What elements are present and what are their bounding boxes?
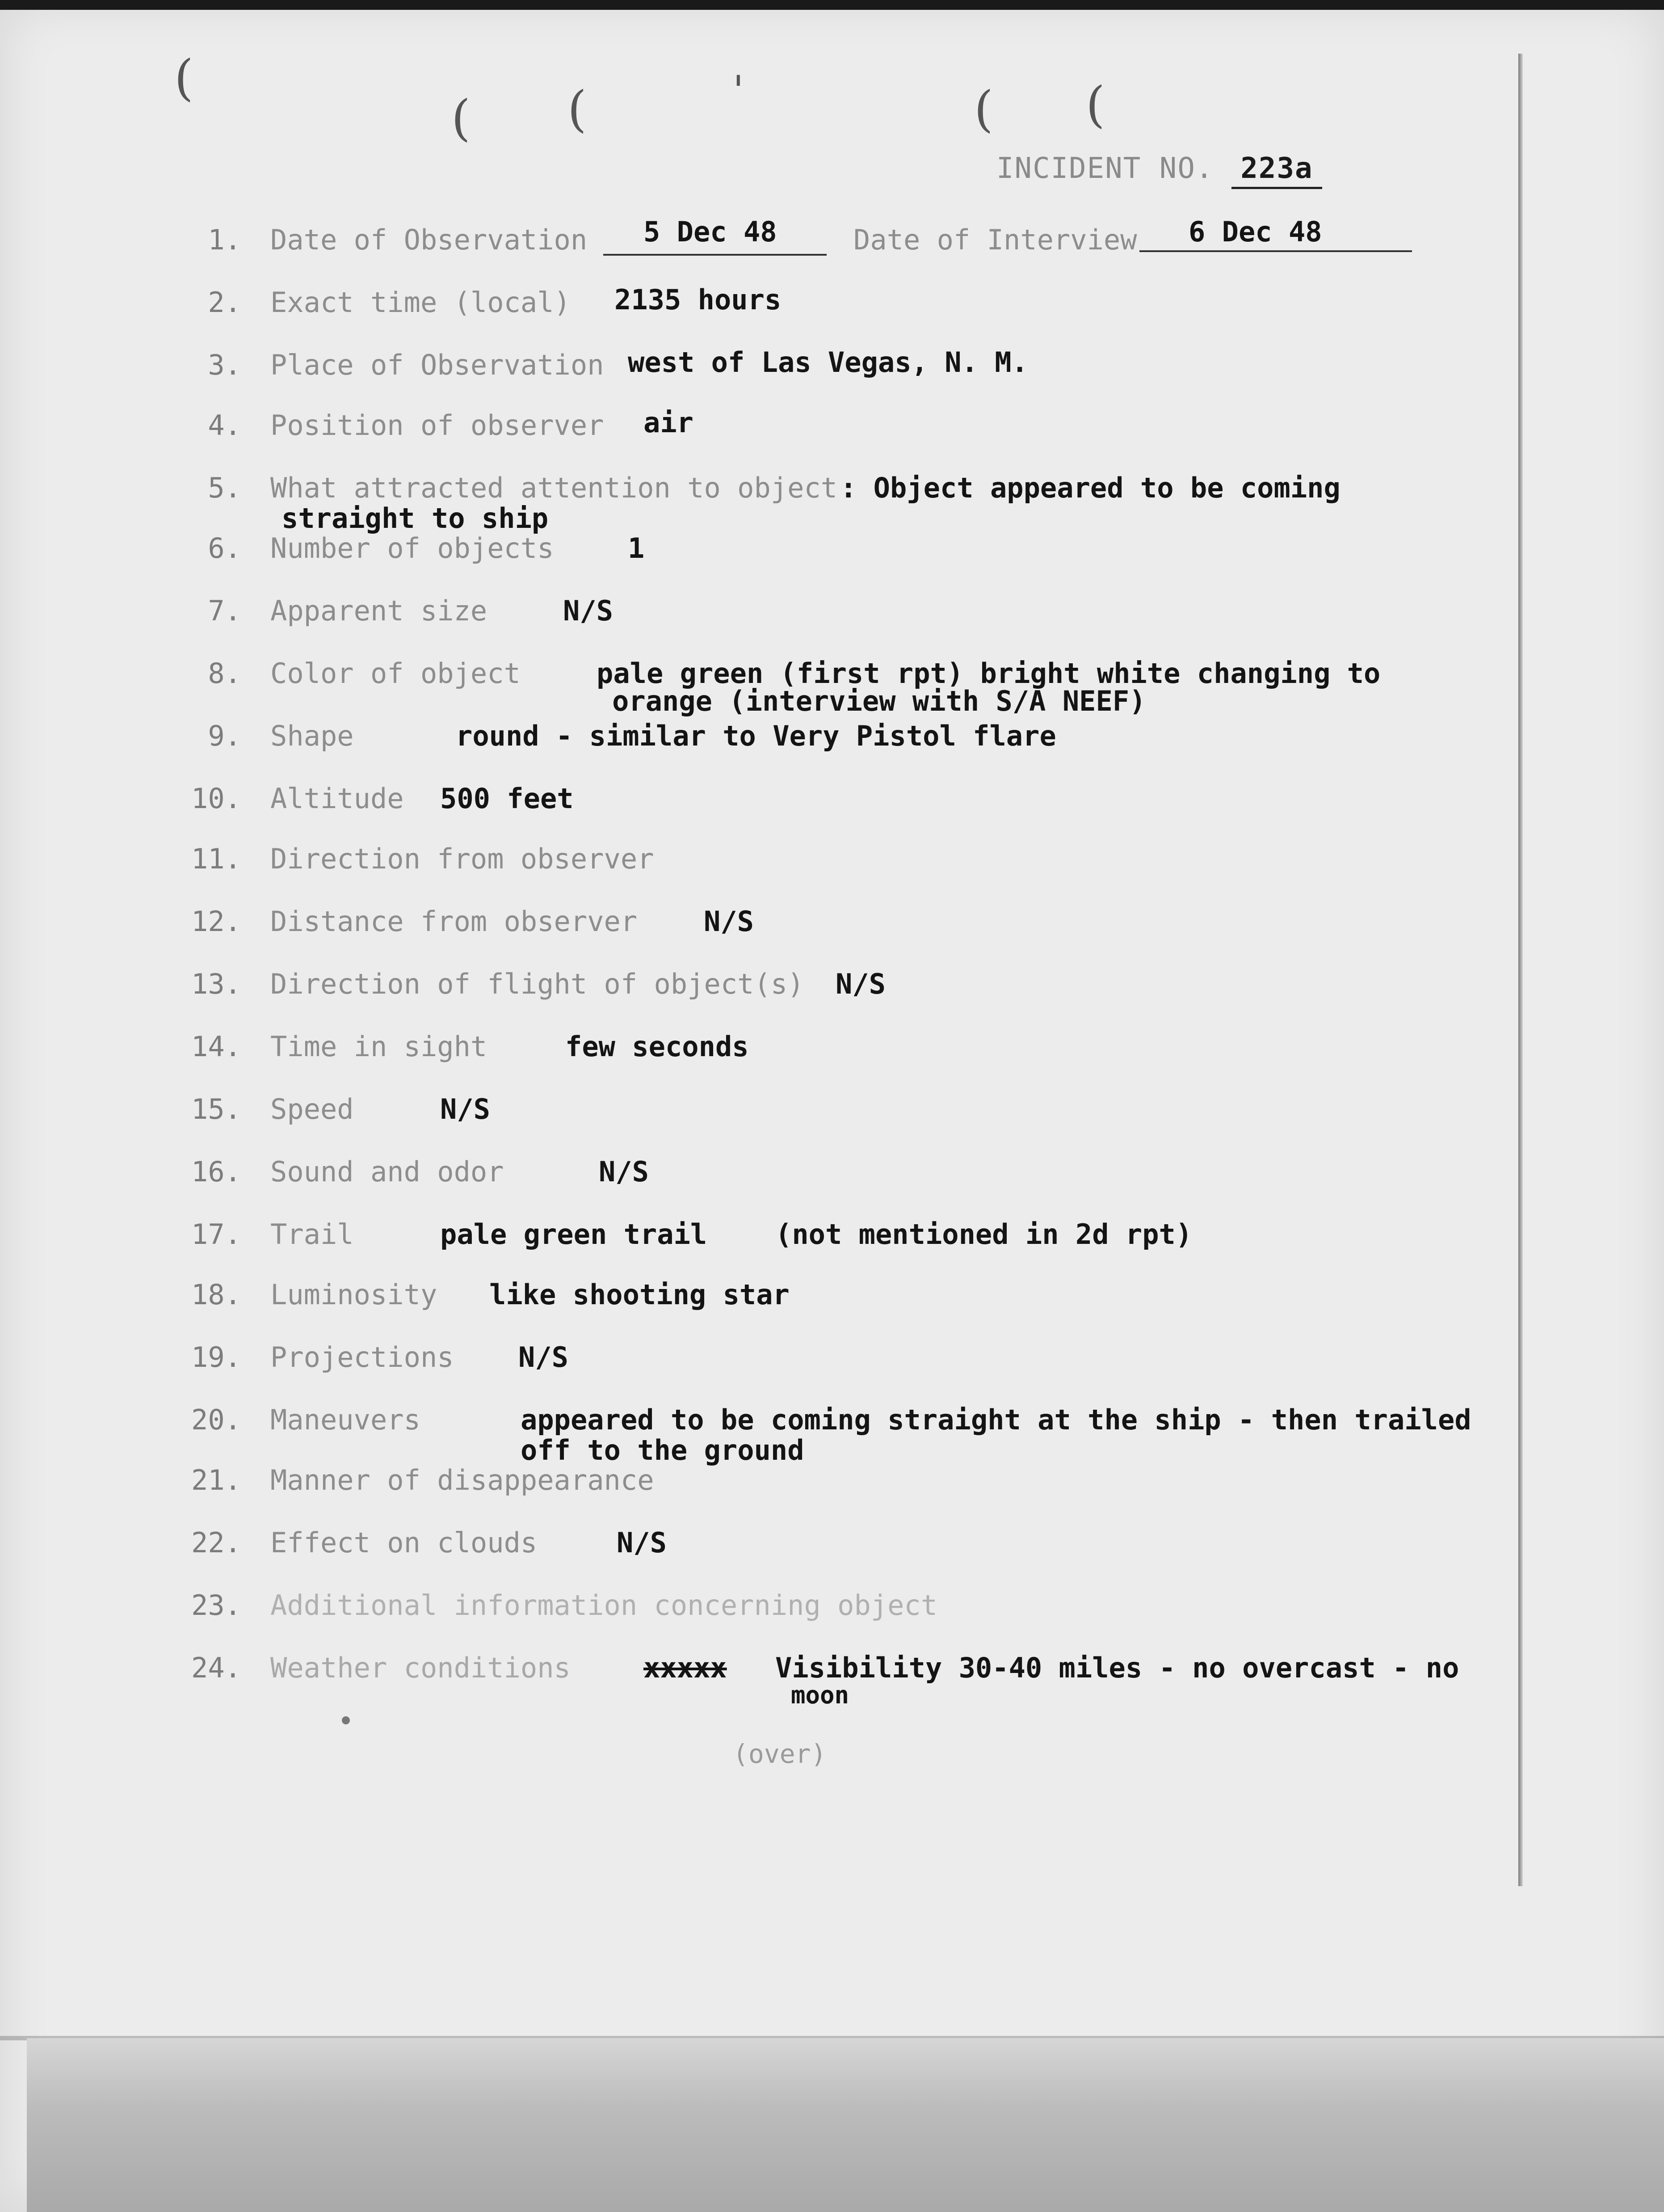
item-value-continued: off to the ground — [521, 1434, 804, 1466]
item-number: 10. — [191, 782, 241, 815]
item-number: 2. — [208, 286, 241, 319]
item-6 — [0, 532, 1664, 568]
item-label: Additional information concerning object — [270, 1589, 938, 1622]
item-label: What attracted attention to object — [270, 472, 838, 504]
item-label: Exact time (local) — [270, 286, 571, 319]
item-value: round - similar to Very Pistol flare — [456, 720, 1056, 752]
item-value: few seconds — [565, 1030, 749, 1063]
item-value-continued: orange (interview with S/A NEEF) — [612, 685, 1146, 717]
item-18 — [0, 1278, 1664, 1314]
item-number: 12. — [191, 905, 241, 938]
item-number: 23. — [191, 1589, 241, 1622]
over-note: (over) — [733, 1739, 827, 1769]
item-17 — [0, 1218, 1664, 1254]
item-9 — [0, 720, 1664, 755]
scan-mark: ( — [174, 49, 193, 106]
item-21 — [0, 1464, 1664, 1500]
scan-mark: ( — [567, 80, 587, 138]
item-number: 15. — [191, 1093, 241, 1125]
item-label: Luminosity — [270, 1278, 437, 1311]
item-value: appeared to be coming straight at the ship - then trailed — [521, 1403, 1471, 1436]
item-value-2: (not mentioned in 2d rpt) — [775, 1218, 1193, 1251]
item-value: N/S — [617, 1526, 667, 1559]
item-label: Maneuvers — [270, 1403, 420, 1436]
scan-dot — [342, 1716, 350, 1724]
item-7 — [0, 594, 1664, 630]
item-11 — [0, 843, 1664, 878]
item-number: 24. — [191, 1652, 241, 1684]
item-label: Position of observer — [270, 409, 604, 442]
item-20 — [0, 1403, 1664, 1466]
item-15 — [0, 1093, 1664, 1129]
item-2 — [0, 283, 1664, 322]
incident-number: 223a — [1231, 152, 1322, 189]
item-label: Apparent size — [270, 594, 487, 627]
item-number: 3. — [208, 349, 241, 381]
item-10 — [0, 782, 1664, 818]
item-14 — [0, 1030, 1664, 1066]
item-24 — [0, 1652, 1664, 1709]
scan-mark: ( — [974, 80, 993, 138]
scan-bottom-edge — [27, 2038, 1664, 2212]
item-value-2: 6 Dec 48 — [1189, 215, 1322, 248]
item-number: 7. — [208, 594, 241, 627]
item-number: 8. — [208, 657, 241, 690]
item-value-continued: straight to ship — [282, 502, 549, 535]
item-value: 500 feet — [440, 782, 574, 815]
item-label: Color of object — [270, 657, 521, 690]
item-value: Visibility 30-40 miles - no overcast - no — [775, 1652, 1459, 1684]
item-1 — [0, 215, 1664, 259]
item-number: 1. — [208, 223, 241, 256]
item-value: N/S — [599, 1155, 649, 1188]
item-value: N/S — [440, 1093, 490, 1125]
item-19 — [0, 1341, 1664, 1377]
item-8 — [0, 657, 1664, 717]
item-label: Manner of disappearance — [270, 1464, 654, 1496]
struck-out-text: xxxxx — [643, 1652, 727, 1684]
item-number: 18. — [191, 1278, 241, 1311]
item-label: Weather conditions — [270, 1652, 571, 1684]
item-value: N/S — [518, 1341, 568, 1374]
item-label: Altitude — [270, 782, 404, 815]
item-value: N/S — [563, 594, 613, 627]
item-13 — [0, 968, 1664, 1003]
underline — [1139, 250, 1412, 252]
item-label: Number of objects — [270, 532, 554, 565]
item-label: Shape — [270, 720, 354, 752]
item-value: air — [643, 406, 693, 439]
item-value: N/S — [836, 968, 886, 1000]
item-16 — [0, 1155, 1664, 1191]
scan-mark: ' — [733, 67, 744, 114]
item-23 — [0, 1589, 1664, 1625]
item-value-continued: moon — [791, 1681, 849, 1709]
item-label: Time in sight — [270, 1030, 487, 1063]
item-label: Direction from observer — [270, 843, 654, 875]
item-value: pale green (first rpt) bright white changing to — [597, 657, 1381, 690]
item-value: 2135 hours — [614, 283, 782, 316]
item-number: 17. — [191, 1218, 241, 1251]
item-label: Projections — [270, 1341, 454, 1374]
item-label: Date of Observation — [270, 223, 588, 256]
item-12 — [0, 905, 1664, 941]
underline — [603, 254, 827, 256]
item-3 — [0, 346, 1664, 384]
item-label-2: Date of Interview — [853, 223, 1137, 256]
item-number: 16. — [191, 1155, 241, 1188]
item-value: west of Las Vegas, N. M. — [628, 346, 1028, 379]
item-number: 11. — [191, 843, 241, 875]
scan-mark: ( — [1086, 76, 1105, 133]
item-label: Distance from observer — [270, 905, 638, 938]
incident-header — [996, 152, 1322, 185]
item-number: 19. — [191, 1341, 241, 1374]
item-label: Trail — [270, 1218, 354, 1251]
item-5 — [0, 472, 1664, 535]
item-label: Place of Observation — [270, 349, 604, 381]
item-number: 9. — [208, 720, 241, 752]
item-number: 4. — [208, 409, 241, 442]
scan-mark: ( — [451, 89, 471, 147]
item-number: 13. — [191, 968, 241, 1000]
item-label: Direction of flight of object(s) — [270, 968, 804, 1000]
item-22 — [0, 1526, 1664, 1562]
item-label: Sound and odor — [270, 1155, 504, 1188]
item-value: 1 — [628, 532, 645, 565]
item-value: N/S — [704, 905, 754, 938]
item-4 — [0, 406, 1664, 445]
item-number: 21. — [191, 1464, 241, 1496]
item-value: pale green trail — [440, 1218, 707, 1251]
item-number: 14. — [191, 1030, 241, 1063]
item-value: : Object appeared to be coming — [840, 472, 1340, 504]
item-label: Speed — [270, 1093, 354, 1125]
scan-top-border — [0, 0, 1664, 10]
item-number: 20. — [191, 1403, 241, 1436]
incident-label: INCIDENT NO. — [996, 152, 1214, 185]
item-number: 5. — [208, 472, 241, 504]
item-label: Effect on clouds — [270, 1526, 538, 1559]
item-number: 6. — [208, 532, 241, 565]
item-value: like shooting star — [489, 1278, 790, 1311]
item-number: 22. — [191, 1526, 241, 1559]
item-value: 5 Dec 48 — [643, 215, 777, 248]
